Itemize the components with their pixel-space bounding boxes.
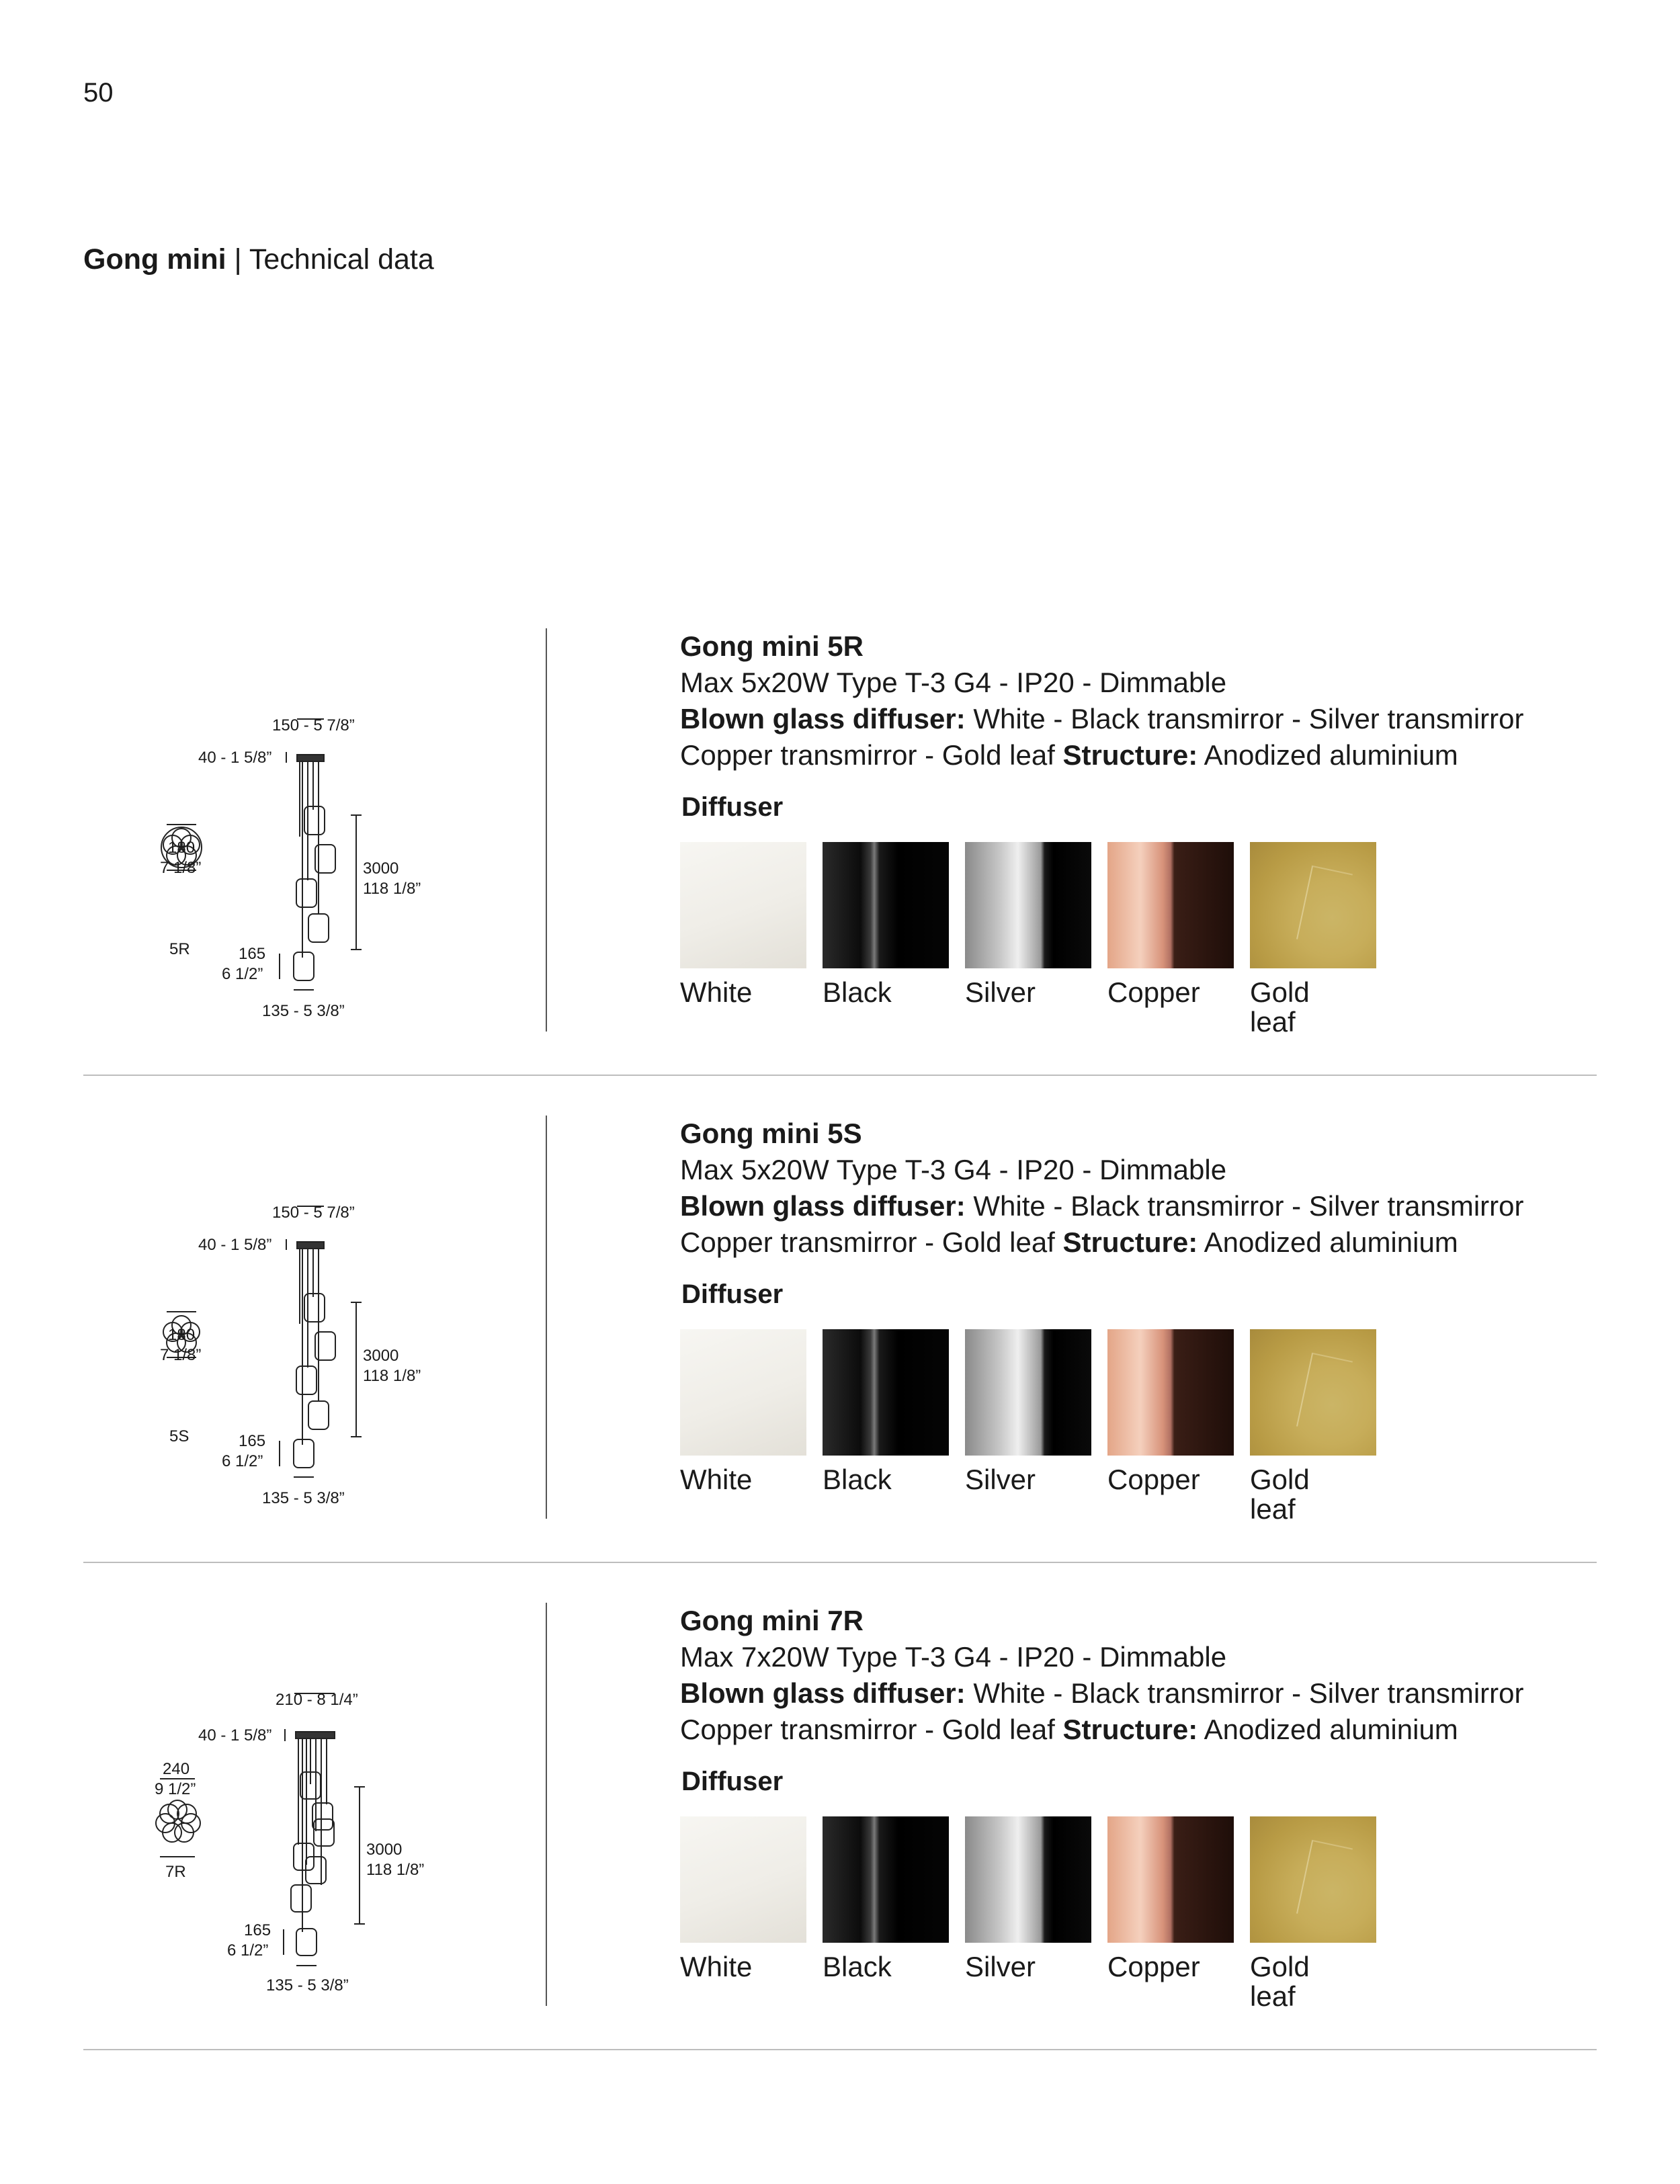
spec-line-structure: [680, 737, 1594, 773]
dim-plan-mm: 180: [168, 839, 196, 857]
product-title: Gong mini 7R: [680, 1605, 864, 1636]
section-divider: [83, 2049, 1597, 2050]
swatch-label: Gold leaf: [1250, 1464, 1310, 1525]
dim-glass-width: 135 - 5 3/8”: [266, 1976, 349, 1992]
swatch-silver: [965, 1816, 1091, 1982]
page-number: 50: [83, 78, 114, 108]
diffuser-heading: Diffuser: [681, 1279, 784, 1309]
technical-drawing-svg: [134, 1643, 484, 1992]
technical-drawing: [134, 1643, 484, 1992]
dim-glass-mm: 165: [239, 1432, 266, 1450]
swatch-image: [680, 1816, 806, 1943]
spec-label-diffuser: Blown glass diffuser:: [680, 1677, 966, 1709]
swatch-gold-leaf: [1250, 1329, 1376, 1524]
section-divider: [83, 1562, 1597, 1563]
dim-glass-mm: 165: [239, 945, 266, 963]
dim-glass-width: 135 - 5 3/8”: [262, 1002, 345, 1018]
plan-code: 5S: [169, 1427, 190, 1445]
swatch-image: [823, 1329, 949, 1456]
product-name: Gong mini: [83, 243, 226, 276]
dim-height-in: 118 1/8”: [366, 1861, 425, 1879]
spec-value-structure: Anodized aluminium: [1198, 739, 1458, 771]
swatch-copper: [1107, 1816, 1234, 1982]
swatch-image: [965, 1816, 1091, 1943]
dim-plan-in: 7 1/8”: [160, 859, 202, 877]
swatch-label: Black: [823, 976, 892, 1008]
dim-height-in: 118 1/8”: [363, 1367, 421, 1385]
dim-plan-mm: 240: [163, 1760, 190, 1778]
diffuser-heading: Diffuser: [681, 1767, 784, 1796]
dim-glass-width: 135 - 5 3/8”: [262, 1489, 345, 1505]
diffuser-swatches: [680, 1816, 1419, 2045]
spec-value-structure: Anodized aluminium: [1198, 1714, 1458, 1745]
dim-height-mm: 3000: [363, 1347, 399, 1365]
spec-line-diffuser: [680, 1188, 1594, 1224]
swatch-image: [1250, 1816, 1376, 1943]
vertical-divider: [546, 1603, 547, 2006]
dim-glass-in: 6 1/2”: [227, 1941, 269, 1960]
dim-glass-in: 6 1/2”: [222, 965, 263, 983]
swatch-label: Silver: [965, 976, 1036, 1008]
swatch-gold-leaf: [1250, 1816, 1376, 2011]
spec-value-diffuser: White - Black transmirror - Silver transmirror: [965, 1190, 1524, 1222]
spec-value-diffuser-cont: Copper transmirror - Gold leaf: [680, 1226, 1063, 1258]
swatch-image: [965, 1329, 1091, 1456]
dim-canopy: 40 - 1 5/8”: [198, 1236, 272, 1254]
product-title: Gong mini 5R: [680, 630, 864, 662]
dim-plan-in: 7 1/8”: [160, 1346, 202, 1364]
swatch-black: [823, 1816, 949, 1982]
product-info: [680, 1603, 1594, 1748]
swatch-image: [1250, 1329, 1376, 1456]
dim-height-mm: 3000: [366, 1841, 403, 1859]
swatch-label: Gold leaf: [1250, 976, 1310, 1038]
dim-height-mm: 3000: [363, 859, 399, 878]
technical-drawing: [134, 1156, 484, 1505]
spec-line-structure: [680, 1712, 1594, 1748]
dim-width: 150 - 5 7/8”: [272, 1204, 355, 1222]
product-info: [680, 628, 1594, 773]
diffuser-heading: Diffuser: [681, 792, 784, 822]
swatch-label: Copper: [1107, 976, 1200, 1008]
product-section-5r: [0, 628, 1680, 1099]
spec-value-diffuser-cont: Copper transmirror - Gold leaf: [680, 739, 1063, 771]
product-title: Gong mini 5S: [680, 1118, 862, 1149]
diffuser-swatches: [680, 1329, 1419, 1558]
swatch-white: [680, 1329, 806, 1495]
spec-label-structure: Structure:: [1062, 1714, 1198, 1745]
title-subtitle: Technical data: [249, 243, 434, 276]
dim-glass-mm: 165: [244, 1921, 271, 1939]
diffuser-swatches: [680, 842, 1419, 1070]
swatch-image: [680, 1329, 806, 1456]
spec-line-power: Max 5x20W Type T-3 G4 - IP20 - Dimmable: [680, 1154, 1227, 1185]
dim-width: 150 - 5 7/8”: [272, 716, 355, 734]
dim-height-in: 118 1/8”: [363, 880, 421, 898]
swatch-label: Silver: [965, 1464, 1036, 1495]
swatch-label: White: [680, 1464, 753, 1495]
spec-line-structure: [680, 1224, 1594, 1261]
swatch-white: [680, 842, 806, 1007]
product-section-7r: [0, 1603, 1680, 2073]
title-separator: |: [234, 243, 242, 276]
spec-line-power: Max 7x20W Type T-3 G4 - IP20 - Dimmable: [680, 1641, 1227, 1673]
spec-value-diffuser: White - Black transmirror - Silver transmirror: [965, 1677, 1524, 1709]
spec-value-diffuser-cont: Copper transmirror - Gold leaf: [680, 1714, 1063, 1745]
spec-value-diffuser: White - Black transmirror - Silver transmirror: [965, 703, 1524, 734]
section-divider: [83, 1075, 1597, 1076]
swatch-image: [1107, 1816, 1234, 1943]
swatch-image: [823, 842, 949, 968]
dim-plan-in: 9 1/2”: [155, 1780, 196, 1798]
swatch-label: Copper: [1107, 1951, 1200, 1982]
swatch-label: Copper: [1107, 1464, 1200, 1495]
swatch-image: [1250, 842, 1376, 968]
swatch-gold-leaf: [1250, 842, 1376, 1037]
spec-value-structure: Anodized aluminium: [1198, 1226, 1458, 1258]
technical-drawing-svg: [134, 669, 484, 1018]
swatch-copper: [1107, 842, 1234, 1007]
product-info: [680, 1116, 1594, 1261]
technical-drawing: [134, 669, 484, 1018]
dim-plan-mm: 180: [168, 1326, 196, 1344]
swatch-silver: [965, 842, 1091, 1007]
swatch-label: Black: [823, 1464, 892, 1495]
swatch-image: [823, 1816, 949, 1943]
spec-label-structure: Structure:: [1062, 1226, 1198, 1258]
plan-code: 7R: [165, 1863, 186, 1881]
product-section-5s: [0, 1116, 1680, 1586]
vertical-divider: [546, 628, 547, 1032]
spec-line-diffuser: [680, 701, 1594, 737]
dim-canopy: 40 - 1 5/8”: [198, 749, 272, 767]
swatch-image: [965, 842, 1091, 968]
swatch-label: Black: [823, 1951, 892, 1982]
spec-label-diffuser: Blown glass diffuser:: [680, 1190, 966, 1222]
dim-width: 210 - 8 1/4”: [276, 1691, 358, 1709]
swatch-copper: [1107, 1329, 1234, 1495]
spec-line-power: Max 5x20W Type T-3 G4 - IP20 - Dimmable: [680, 667, 1227, 698]
swatch-label: White: [680, 976, 753, 1008]
swatch-black: [823, 842, 949, 1007]
dim-canopy: 40 - 1 5/8”: [198, 1726, 272, 1745]
spec-label-diffuser: Blown glass diffuser:: [680, 703, 966, 734]
swatch-white: [680, 1816, 806, 1982]
spec-line-diffuser: [680, 1675, 1594, 1712]
vertical-divider: [546, 1116, 547, 1519]
spec-label-structure: Structure:: [1062, 739, 1198, 771]
swatch-image: [1107, 842, 1234, 968]
swatch-black: [823, 1329, 949, 1495]
swatch-label: Silver: [965, 1951, 1036, 1982]
swatch-silver: [965, 1329, 1091, 1495]
page-title: [83, 243, 434, 276]
swatch-image: [1107, 1329, 1234, 1456]
swatch-label: Gold leaf: [1250, 1951, 1310, 2012]
technical-drawing-svg: [134, 1156, 484, 1505]
swatch-image: [680, 842, 806, 968]
swatch-label: White: [680, 1951, 753, 1982]
dim-glass-in: 6 1/2”: [222, 1452, 263, 1470]
plan-code: 5R: [169, 940, 190, 958]
